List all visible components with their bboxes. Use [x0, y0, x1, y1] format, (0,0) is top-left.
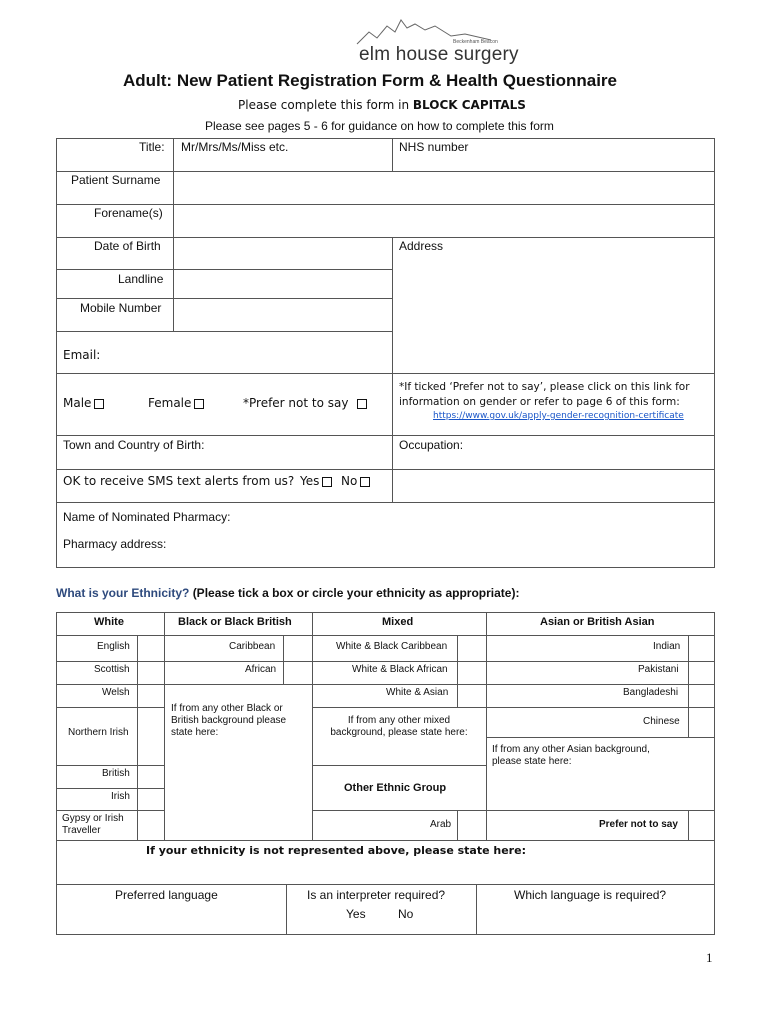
gender-note-line-1: *If ticked ‘Prefer not to say’, please click on this link for: [399, 381, 690, 393]
page-number: 1: [706, 950, 713, 965]
option-welsh[interactable]: Welsh: [102, 687, 130, 698]
forename-field[interactable]: [174, 205, 714, 237]
pharmacy-address-field[interactable]: Pharmacy address:: [63, 537, 167, 551]
instruction-bold: BLOCK CAPITALS: [412, 98, 526, 112]
header-white: White: [94, 616, 124, 628]
option-northern-irish[interactable]: Northern Irish: [68, 727, 129, 738]
instruction-text: Please complete this form in: [238, 98, 413, 112]
logo-name: elm house surgery: [359, 44, 519, 65]
male-checkbox[interactable]: [94, 399, 104, 409]
option-scottish[interactable]: Scottish: [94, 664, 130, 675]
email-field[interactable]: Email:: [63, 348, 101, 362]
option-prefer-not-to-say[interactable]: Prefer not to say: [599, 819, 678, 830]
dob-label: Date of Birth: [94, 239, 161, 253]
option-pakistani[interactable]: Pakistani: [638, 664, 679, 675]
option-english[interactable]: English: [97, 641, 130, 652]
landline-field[interactable]: [174, 270, 392, 298]
option-african[interactable]: African: [245, 664, 277, 675]
prefer-not-option[interactable]: [243, 396, 367, 410]
sms-yes-checkbox[interactable]: [322, 477, 332, 487]
title-label: Title:: [139, 140, 165, 154]
female-checkbox[interactable]: [194, 399, 204, 409]
which-language-field[interactable]: Which language is required?: [514, 888, 667, 902]
option-white-asian[interactable]: White & Asian: [386, 687, 449, 698]
birthplace-field[interactable]: Town and Country of Birth:: [63, 438, 205, 452]
ethnicity-instruction: (Please tick a box or circle your ethnicity as appropriate):: [192, 586, 520, 600]
male-option[interactable]: [63, 396, 104, 410]
landline-label: Landline: [118, 272, 164, 286]
interpreter-question: Is an interpreter required?: [307, 888, 446, 902]
address-field[interactable]: Address: [399, 239, 444, 253]
gender-note-line-2: information on gender or refer to page 6 of this form:: [399, 396, 680, 408]
sms-question: OK to receive SMS text alerts from us?: [63, 474, 295, 488]
header-asian: Asian or British Asian: [540, 616, 655, 628]
male-label: Male: [63, 396, 92, 410]
title-field[interactable]: Mr/Mrs/Ms/Miss etc.: [181, 140, 289, 154]
surgery-logo: [355, 18, 519, 65]
option-arab[interactable]: Arab: [430, 819, 452, 830]
pharmacy-field[interactable]: Name of Nominated Pharmacy:: [63, 510, 231, 524]
block-capitals-instruction: [238, 98, 526, 112]
mixed-other-field[interactable]: If from any other mixed background, please state here:: [330, 715, 468, 738]
prefer-checkbox[interactable]: [357, 399, 367, 409]
preferred-language-field[interactable]: Preferred language: [115, 888, 218, 902]
mobile-field[interactable]: [174, 299, 392, 331]
sms-yes-option[interactable]: [300, 474, 332, 488]
forename-label: Forename(s): [94, 206, 163, 220]
option-irish[interactable]: Irish: [111, 791, 130, 802]
interpreter-no-option[interactable]: No: [398, 907, 414, 921]
surname-label: Patient Surname: [71, 173, 161, 187]
mobile-label: Mobile Number: [80, 301, 162, 315]
female-option[interactable]: [148, 396, 204, 410]
other-ethnic-group-header: Other Ethnic Group: [344, 782, 447, 794]
option-british[interactable]: British: [102, 768, 130, 779]
option-chinese[interactable]: Chinese: [643, 716, 680, 727]
header-mixed: Mixed: [382, 616, 414, 628]
ethnicity-question-text: What is your Ethnicity?: [56, 586, 190, 600]
option-white-black-african[interactable]: White & Black African: [352, 664, 448, 675]
option-white-black-caribbean[interactable]: White & Black Caribbean: [336, 641, 448, 652]
option-caribbean[interactable]: Caribbean: [229, 641, 276, 652]
page-title: Adult: New Patient Registration Form & Health Questionnaire: [123, 71, 617, 90]
sms-yes-label: Yes: [300, 474, 320, 488]
ethnicity-question: [56, 586, 519, 600]
gender-recognition-link[interactable]: https://www.gov.uk/apply-gender-recognition-certificate: [433, 411, 684, 421]
dob-field[interactable]: [174, 238, 392, 269]
option-bangladeshi[interactable]: Bangladeshi: [623, 687, 679, 698]
ethnicity-not-represented-field[interactable]: If your ethnicity is not represented above, please state here:: [146, 844, 526, 857]
option-gypsy-traveller[interactable]: Gypsy or Irish Traveller: [62, 813, 124, 836]
sms-no-option[interactable]: [341, 474, 370, 488]
option-indian[interactable]: Indian: [653, 641, 681, 652]
interpreter-yes-option[interactable]: Yes: [346, 907, 366, 921]
nhs-number-field[interactable]: NHS number: [399, 140, 469, 154]
guidance-text: Please see pages 5 - 6 for guidance on how to complete this form: [205, 119, 554, 133]
sms-no-checkbox[interactable]: [360, 477, 370, 487]
sms-no-label: No: [341, 474, 358, 488]
logo-tagline: Beckenham Beacon: [453, 39, 498, 45]
female-label: Female: [148, 396, 192, 410]
black-other-field[interactable]: If from any other Black or British background please state here:: [171, 703, 287, 738]
prefer-label: *Prefer not to say: [243, 396, 349, 410]
surname-field[interactable]: [174, 172, 714, 204]
asian-other-field[interactable]: If from any other Asian background, please state here:: [492, 744, 650, 767]
occupation-field[interactable]: Occupation:: [399, 438, 464, 452]
header-black: Black or Black British: [178, 616, 292, 628]
